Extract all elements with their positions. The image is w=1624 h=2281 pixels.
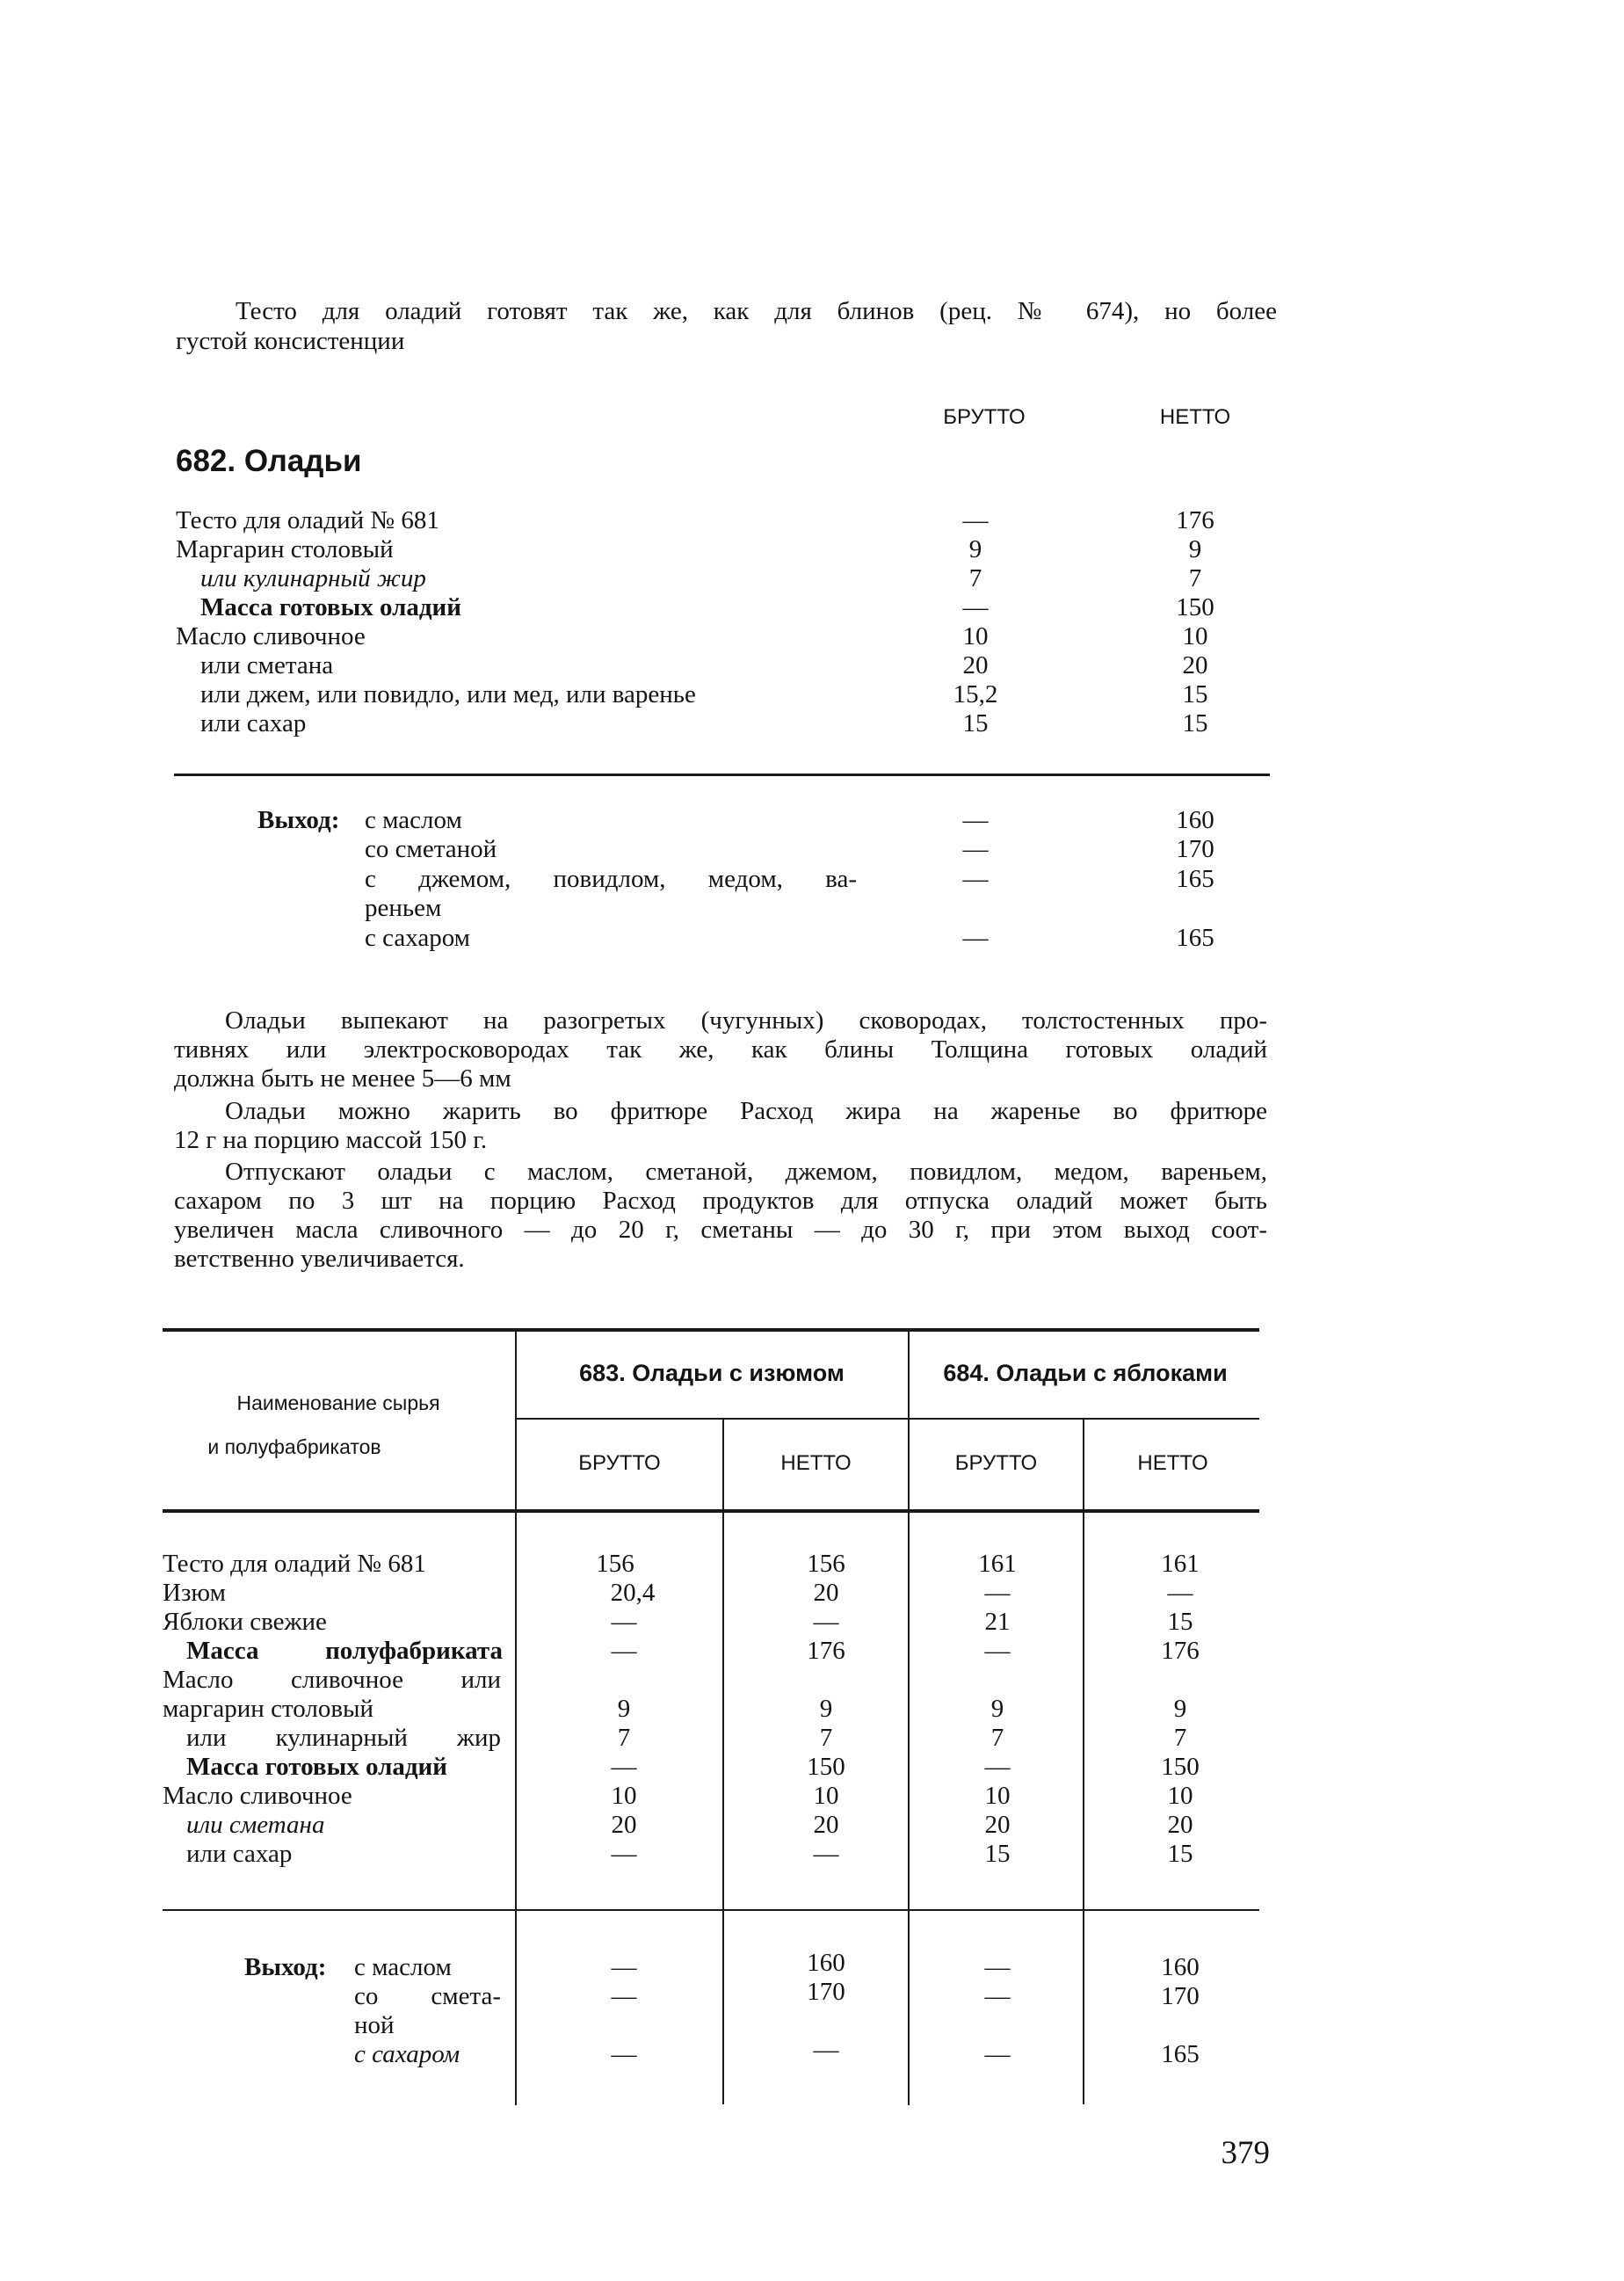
col-header-brutto: БРУТТО	[578, 1451, 661, 1475]
r682-yield-netto: 165	[1176, 924, 1214, 952]
paragraph-3-line: ветственно увеличивается.	[174, 1245, 465, 1273]
r682-row-brutto: 15	[962, 709, 989, 737]
r682-row-name: Тесто для оладий № 681	[176, 506, 439, 534]
page-number: 379	[1221, 2135, 1270, 2171]
r682-row-name: Масса готовых оладий	[200, 593, 461, 621]
r682-row-brutto: —	[962, 593, 989, 621]
t2-b684: 10	[984, 1782, 1011, 1810]
t2-b684: 21	[984, 1608, 1011, 1636]
t2-b684: —	[984, 1753, 1011, 1781]
t2-n683: 20	[813, 1811, 839, 1839]
r682-row-name: или сахар	[200, 709, 307, 737]
paragraph-2-line: Оладьи можно жарить во фритюре Расход жира на жаренье во фритюре	[225, 1097, 1267, 1125]
col-header-netto: НЕТТО	[1137, 1451, 1208, 1475]
r682-yield-name: со сметаной	[365, 835, 497, 863]
recipe-684-title: 684. Оладьи с яблоками	[943, 1360, 1228, 1386]
t2-yield-b684: —	[984, 2040, 1011, 2068]
t2-yield-n683: 170	[807, 1978, 845, 2006]
t2-n684: 7	[1173, 1724, 1187, 1752]
r682-yield-name: с маслом	[365, 806, 462, 834]
t2-b683: 156	[596, 1550, 634, 1578]
t2-row-name: Масса готовых оладий	[186, 1753, 447, 1781]
r682-yield-name-cont: реньем	[365, 894, 442, 922]
r682-row-netto: 15	[1182, 680, 1208, 708]
t2-row-name: Тесто для оладий № 681	[163, 1550, 426, 1578]
t2-b683: 7	[617, 1724, 631, 1752]
t2-n683: 7	[819, 1724, 833, 1752]
table2-col-divider	[515, 1332, 517, 2105]
r682-row-netto: 7	[1188, 564, 1202, 592]
r682-row-name: Маргарин столовый	[176, 535, 394, 563]
r682-yield-brutto: —	[962, 835, 989, 863]
t2-yield-n683: —	[813, 2036, 839, 2064]
r682-row-brutto: 9	[968, 535, 982, 563]
col-header-netto: НЕТТО	[780, 1451, 852, 1475]
r682-row-netto: 150	[1176, 593, 1214, 621]
t2-row-name: Яблоки свежие	[163, 1608, 327, 1636]
table2-col-divider	[1083, 1419, 1084, 2104]
r682-row-netto: 15	[1182, 709, 1208, 737]
r682-row-brutto: —	[962, 506, 989, 534]
t2-row-name: Изюм	[163, 1579, 227, 1607]
r682-yield-netto: 160	[1176, 806, 1214, 834]
t2-n683: 156	[807, 1550, 845, 1578]
t2-b683: —	[611, 1753, 637, 1781]
t2-row-name: или сметана	[186, 1811, 325, 1839]
r682-yield-brutto: —	[962, 865, 989, 893]
r682-row-name: или кулинарный жир	[200, 564, 426, 592]
t2-yield-b684: —	[984, 1953, 1011, 1981]
r682-yield-netto: 165	[1176, 865, 1214, 893]
table2-subheader-rule	[517, 1418, 1259, 1420]
t2-yield-b683: —	[611, 1953, 637, 1981]
r682-row-brutto: 15,2	[953, 680, 998, 708]
r682-row-netto: 176	[1176, 506, 1214, 534]
t2-yield-n684: 160	[1161, 1953, 1200, 1981]
t2-n684: 15	[1167, 1840, 1193, 1868]
t2-b683: 10	[611, 1782, 637, 1810]
t2-n684: 9	[1173, 1695, 1187, 1723]
paragraph-1-line: должна быть не менее 5—6 мм	[174, 1064, 511, 1093]
t2-n683: —	[813, 1608, 839, 1636]
table2-header-name: и полуфабрикатов	[207, 1435, 381, 1458]
table2-col-divider	[908, 1332, 910, 2105]
r682-row-brutto: 20	[962, 651, 989, 679]
t2-b684: 9	[990, 1695, 1004, 1723]
t2-b683: 20,4	[610, 1579, 656, 1607]
t2-yield-n683: 160	[807, 1949, 845, 1977]
t2-yield-label: Выход:	[244, 1953, 327, 1981]
paragraph-1-line: тивнях или электросковородах так же, как блины Толщина готовых оладий	[174, 1035, 1267, 1064]
t2-n683: 20	[813, 1579, 839, 1607]
r682-divider	[174, 774, 1270, 776]
paragraph-1-line: Оладьи выпекают на разогретых (чугунных) сковородах, толстостенных про-	[225, 1006, 1267, 1035]
table2-header-bottom-rule	[163, 1509, 1259, 1513]
t2-yield-b684: —	[984, 1982, 1011, 2010]
t2-b684: 7	[990, 1724, 1004, 1752]
t2-row-name: маргарин столовый	[163, 1695, 374, 1723]
table2-col-divider	[722, 1419, 724, 2104]
r682-yield-brutto: —	[962, 924, 989, 952]
t2-b684: —	[984, 1579, 1011, 1607]
t2-row-name: Масса полуфабриката	[186, 1637, 503, 1665]
r682-row-brutto: 10	[962, 622, 989, 650]
recipe-683-title: 683. Оладьи с изюмом	[579, 1360, 845, 1386]
r682-row-netto: 20	[1182, 651, 1208, 679]
table2-header-name: Наименование сырья	[236, 1391, 440, 1414]
t2-row-name: или кулинарный жир	[186, 1724, 501, 1752]
t2-b684: 15	[984, 1840, 1011, 1868]
table2-top-rule	[163, 1328, 1259, 1332]
t2-n684: 15	[1167, 1608, 1193, 1636]
r682-row-netto: 9	[1188, 535, 1202, 563]
t2-n684: 20	[1167, 1811, 1193, 1839]
paragraph-3-line: Отпускают оладьи с маслом, сметаной, джемом, повидлом, медом, вареньем,	[225, 1158, 1267, 1186]
t2-yield-n684: 170	[1161, 1982, 1200, 2010]
t2-row-name: Масло сливочное	[163, 1782, 352, 1810]
t2-n684: 161	[1161, 1550, 1200, 1578]
r682-row-name: Масло сливочное	[176, 622, 366, 650]
r682-yield-name: с джемом, повидлом, медом, ва-	[365, 865, 857, 893]
t2-b683: —	[611, 1840, 637, 1868]
t2-yield-b683: —	[611, 2040, 637, 2068]
t2-b683: 9	[617, 1695, 631, 1723]
r682-yield-netto: 170	[1176, 835, 1214, 863]
t2-n683: 9	[819, 1695, 833, 1723]
t2-yield-name: с сахаром	[354, 2040, 460, 2068]
t2-yield-n684: 165	[1161, 2040, 1200, 2068]
t2-n683: —	[813, 1840, 839, 1868]
t2-n684: —	[1167, 1579, 1193, 1607]
r682-row-netto: 10	[1182, 622, 1208, 650]
paragraph-3-line: сахаром по 3 шт на порцию Расход продуктов для отпуска оладий может быть	[174, 1187, 1267, 1215]
col-header-netto: НЕТТО	[1159, 405, 1231, 429]
t2-b683: —	[611, 1608, 637, 1636]
col-header-brutto: БРУТТО	[943, 405, 1026, 429]
t2-yield-name: с маслом	[354, 1953, 452, 1981]
t2-row-name: Масло сливочное или	[163, 1666, 501, 1694]
t2-n684: 150	[1161, 1753, 1200, 1781]
t2-n683: 10	[813, 1782, 839, 1810]
recipe-682-title: 682. Оладьи	[176, 444, 362, 478]
t2-b683: 20	[611, 1811, 637, 1839]
t2-yield-name-cont: ной	[354, 2011, 395, 2039]
t2-n683: 150	[807, 1753, 845, 1781]
r682-row-brutto: 7	[968, 564, 982, 592]
col-header-brutto: БРУТТО	[954, 1451, 1038, 1475]
t2-yield-b683: —	[611, 1982, 637, 2010]
t2-b684: —	[984, 1637, 1011, 1665]
t2-n684: 10	[1167, 1782, 1193, 1810]
r682-yield-brutto: —	[962, 806, 989, 834]
table2-yield-rule	[163, 1909, 1259, 1911]
t2-b683: —	[611, 1637, 637, 1665]
r682-row-name: или джем, или повидло, или мед, или варенье	[200, 680, 696, 708]
t2-yield-name: со смета-	[354, 1982, 501, 2010]
t2-row-name: или сахар	[186, 1840, 293, 1868]
t2-b684: 20	[984, 1811, 1011, 1839]
t2-n683: 176	[807, 1637, 845, 1665]
intro-line-2: густой консистенции	[176, 327, 405, 355]
paragraph-3-line: увеличен масла сливочного — до 20 г, сметаны — до 30 г, при этом выход соот-	[174, 1216, 1267, 1244]
paragraph-2-line: 12 г на порцию массой 150 г.	[174, 1126, 488, 1154]
intro-line-1: Тесто для оладий готовят так же, как для блинов (рец. № 674), но более	[236, 297, 1277, 325]
r682-yield-name: с сахаром	[365, 924, 471, 952]
t2-n684: 176	[1161, 1637, 1200, 1665]
r682-row-name: или сметана	[200, 651, 334, 679]
r682-yield-label: Выход:	[257, 806, 340, 834]
t2-b684: 161	[978, 1550, 1017, 1578]
